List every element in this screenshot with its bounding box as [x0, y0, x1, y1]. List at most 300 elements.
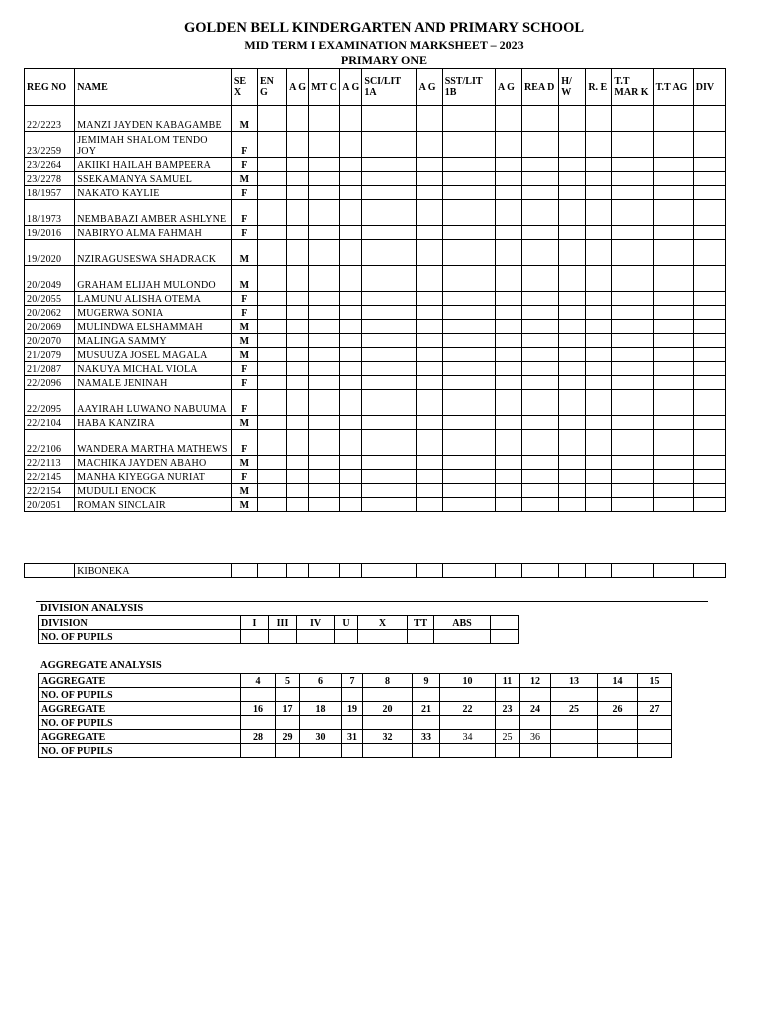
- mark-cell: [340, 292, 362, 306]
- mark-cell: [559, 172, 586, 186]
- mark-cell: [257, 498, 286, 512]
- mark-cell: [362, 416, 416, 430]
- mark-cell: [693, 292, 725, 306]
- mark-cell: [559, 106, 586, 132]
- mark-cell: [693, 334, 725, 348]
- mark-cell: [309, 334, 340, 348]
- column-header: SCI/LIT 1A: [362, 69, 416, 106]
- mark-cell: [586, 416, 612, 430]
- mark-cell: [586, 226, 612, 240]
- mark-cell: [559, 362, 586, 376]
- pupil-row: [25, 456, 726, 470]
- mark-cell: [653, 484, 693, 498]
- mark-cell: [362, 186, 416, 200]
- mark-cell: [257, 172, 286, 186]
- mark-cell: [522, 334, 559, 348]
- mark-cell: [653, 334, 693, 348]
- mark-cell: [340, 376, 362, 390]
- pupils-count-cell: [358, 630, 408, 644]
- reg-no-cell: 22/2106: [25, 430, 75, 456]
- aggregate-row: [39, 674, 672, 688]
- aggregate-cell: 27: [638, 702, 672, 716]
- mark-cell: [586, 348, 612, 362]
- aggregate-cell: 34: [440, 730, 496, 744]
- mark-cell: [416, 564, 442, 578]
- mark-cell: [362, 362, 416, 376]
- mark-cell: [442, 564, 495, 578]
- pupils-count-cell: [496, 744, 520, 758]
- pupils-count-cell: [598, 744, 638, 758]
- mark-cell: [309, 172, 340, 186]
- mark-cell: [612, 362, 653, 376]
- mark-cell: [522, 484, 559, 498]
- mark-cell: [693, 158, 725, 172]
- aggregate-cell: 30: [300, 730, 342, 744]
- mark-cell: [287, 106, 309, 132]
- mark-cell: [495, 106, 521, 132]
- mark-cell: [693, 200, 725, 226]
- mark-cell: [586, 240, 612, 266]
- mark-cell: [362, 430, 416, 456]
- mark-cell: [653, 376, 693, 390]
- column-header: A G: [416, 69, 442, 106]
- sex-cell: M: [231, 416, 257, 430]
- mark-cell: [653, 158, 693, 172]
- mark-cell: [309, 158, 340, 172]
- pupil-row: [25, 132, 726, 158]
- mark-cell: [362, 226, 416, 240]
- mark-cell: [257, 266, 286, 292]
- division-row: [39, 616, 519, 630]
- mark-cell: [442, 456, 495, 470]
- mark-cell: [559, 430, 586, 456]
- mark-cell: [559, 348, 586, 362]
- mark-cell: [340, 172, 362, 186]
- mark-cell: [309, 266, 340, 292]
- pupil-name-cell: MULINDWA ELSHAMMAH: [75, 320, 232, 334]
- pupils-count-cell: [241, 716, 276, 730]
- mark-cell: [416, 470, 442, 484]
- mark-cell: [442, 484, 495, 498]
- pupil-row: [25, 240, 726, 266]
- mark-cell: [362, 266, 416, 292]
- mark-cell: [653, 306, 693, 320]
- mark-cell: [653, 226, 693, 240]
- sex-cell: F: [231, 158, 257, 172]
- column-header: DIV: [693, 69, 725, 106]
- reg-no-cell: 18/1957: [25, 186, 75, 200]
- mark-cell: [612, 292, 653, 306]
- reg-no-cell: 22/2113: [25, 456, 75, 470]
- marksheet-table: [24, 68, 726, 512]
- mark-cell: [257, 348, 286, 362]
- aggregate-cell: 28: [241, 730, 276, 744]
- mark-cell: [495, 498, 521, 512]
- mark-cell: [586, 334, 612, 348]
- pupil-row: [25, 226, 726, 240]
- reg-no-cell: 22/2095: [25, 390, 75, 416]
- mark-cell: [495, 306, 521, 320]
- mark-cell: [309, 226, 340, 240]
- mark-cell: [586, 292, 612, 306]
- mark-cell: [522, 240, 559, 266]
- sex-cell: M: [231, 320, 257, 334]
- reg-no-cell: 23/2278: [25, 172, 75, 186]
- mark-cell: [559, 186, 586, 200]
- mark-cell: [340, 240, 362, 266]
- mark-cell: [559, 200, 586, 226]
- reg-no-cell: 20/2062: [25, 306, 75, 320]
- mark-cell: [416, 292, 442, 306]
- mark-cell: [693, 430, 725, 456]
- aggregate-cell: 25: [551, 702, 598, 716]
- mark-cell: [522, 564, 559, 578]
- mark-cell: [231, 564, 257, 578]
- mark-cell: [653, 320, 693, 334]
- mark-cell: [362, 484, 416, 498]
- mark-cell: [586, 106, 612, 132]
- mark-cell: [416, 240, 442, 266]
- mark-cell: [612, 158, 653, 172]
- reg-no-cell: 20/2055: [25, 292, 75, 306]
- pupils-count-cell: [363, 744, 413, 758]
- aggregate-cell: 23: [496, 702, 520, 716]
- aggregate-cell: 36: [520, 730, 551, 744]
- pupils-count-cell: [300, 716, 342, 730]
- pupil-row: [25, 292, 726, 306]
- mark-cell: [653, 240, 693, 266]
- division-cell: I: [241, 616, 269, 630]
- column-header: H/ W: [559, 69, 586, 106]
- reg-no-cell: 20/2051: [25, 498, 75, 512]
- reg-no-cell: 22/2154: [25, 484, 75, 498]
- pupil-name-cell: KIBONEKA: [75, 564, 232, 578]
- pupil-name-cell: NABIRYO ALMA FAHMAH: [75, 226, 232, 240]
- mark-cell: [416, 334, 442, 348]
- mark-cell: [586, 200, 612, 226]
- mark-cell: [495, 266, 521, 292]
- mark-cell: [442, 320, 495, 334]
- pupils-count-cell: [551, 688, 598, 702]
- mark-cell: [522, 376, 559, 390]
- aggregate-cell: [598, 730, 638, 744]
- pupil-row: [25, 158, 726, 172]
- mark-cell: [586, 186, 612, 200]
- sex-cell: M: [231, 240, 257, 266]
- pupils-count-cell: [496, 688, 520, 702]
- mark-cell: [287, 334, 309, 348]
- mark-cell: [442, 266, 495, 292]
- mark-cell: [287, 320, 309, 334]
- sex-cell: M: [231, 106, 257, 132]
- division-cell: [491, 616, 519, 630]
- column-header: A G: [495, 69, 521, 106]
- pupil-name-cell: JEMIMAH SHALOM TENDO JOY: [75, 132, 232, 158]
- pupil-name-cell: GRAHAM ELIJAH MULONDO: [75, 266, 232, 292]
- aggregate-cell: 18: [300, 702, 342, 716]
- mark-cell: [309, 348, 340, 362]
- mark-cell: [693, 362, 725, 376]
- pupils-count-cell: [276, 688, 300, 702]
- mark-cell: [559, 390, 586, 416]
- aggregate-cell: 24: [520, 702, 551, 716]
- pupil-name-cell: NAMALE JENINAH: [75, 376, 232, 390]
- pupil-row: [25, 334, 726, 348]
- sex-cell: F: [231, 186, 257, 200]
- aggregate-cell: 11: [496, 674, 520, 688]
- pupil-row: [25, 320, 726, 334]
- mark-cell: [416, 376, 442, 390]
- mark-cell: [442, 430, 495, 456]
- mark-cell: [586, 498, 612, 512]
- mark-cell: [287, 172, 309, 186]
- pupil-name-cell: AKIIKI HAILAH BAMPEERA: [75, 158, 232, 172]
- mark-cell: [495, 158, 521, 172]
- mark-cell: [693, 186, 725, 200]
- pupils-count-cell: [440, 744, 496, 758]
- pupil-row: [25, 348, 726, 362]
- mark-cell: [495, 430, 521, 456]
- mark-cell: [362, 292, 416, 306]
- mark-cell: [586, 172, 612, 186]
- mark-cell: [495, 240, 521, 266]
- aggregate-cell: 9: [413, 674, 440, 688]
- pupil-row: [25, 106, 726, 132]
- pupils-count-cell: [300, 744, 342, 758]
- mark-cell: [522, 390, 559, 416]
- mark-cell: [612, 390, 653, 416]
- pupil-name-cell: MUSUUZA JOSEL MAGALA: [75, 348, 232, 362]
- mark-cell: [653, 292, 693, 306]
- aggregate-cell: 25: [496, 730, 520, 744]
- mark-cell: [340, 226, 362, 240]
- mark-cell: [442, 200, 495, 226]
- mark-cell: [287, 498, 309, 512]
- mark-cell: [287, 186, 309, 200]
- mark-cell: [495, 470, 521, 484]
- mark-cell: [495, 376, 521, 390]
- mark-cell: [442, 106, 495, 132]
- mark-cell: [495, 564, 521, 578]
- mark-cell: [612, 484, 653, 498]
- mark-cell: [416, 306, 442, 320]
- mark-cell: [340, 348, 362, 362]
- pupil-row: [25, 498, 726, 512]
- mark-cell: [559, 306, 586, 320]
- mark-cell: [416, 266, 442, 292]
- mark-cell: [612, 348, 653, 362]
- pupils-count-cell: [491, 630, 519, 644]
- mark-cell: [257, 456, 286, 470]
- mark-cell: [287, 158, 309, 172]
- mark-cell: [340, 320, 362, 334]
- division-cell: ABS: [434, 616, 491, 630]
- aggregate-cell: 17: [276, 702, 300, 716]
- mark-cell: [309, 292, 340, 306]
- mark-cell: [416, 200, 442, 226]
- pupils-count-cell: [241, 744, 276, 758]
- mark-cell: [340, 200, 362, 226]
- mark-cell: [586, 470, 612, 484]
- pupil-row: [25, 484, 726, 498]
- mark-cell: [522, 200, 559, 226]
- aggregate-label: AGGREGATE: [39, 730, 241, 744]
- mark-cell: [257, 484, 286, 498]
- mark-cell: [612, 470, 653, 484]
- pupils-count-cell: [276, 716, 300, 730]
- mark-cell: [653, 106, 693, 132]
- mark-cell: [495, 348, 521, 362]
- pupils-count-cell: [342, 744, 363, 758]
- mark-cell: [495, 132, 521, 158]
- pupil-row: [25, 470, 726, 484]
- pupils-count-cell: [520, 744, 551, 758]
- mark-cell: [287, 390, 309, 416]
- mark-cell: [495, 200, 521, 226]
- aggregate-cell: 5: [276, 674, 300, 688]
- mark-cell: [612, 456, 653, 470]
- mark-cell: [693, 498, 725, 512]
- mark-cell: [362, 132, 416, 158]
- mark-cell: [416, 390, 442, 416]
- aggregate-cell: 14: [598, 674, 638, 688]
- reg-no-cell: 23/2264: [25, 158, 75, 172]
- mark-cell: [309, 132, 340, 158]
- mark-cell: [309, 240, 340, 266]
- mark-cell: [257, 240, 286, 266]
- mark-cell: [257, 186, 286, 200]
- mark-cell: [693, 266, 725, 292]
- mark-cell: [416, 362, 442, 376]
- mark-cell: [287, 484, 309, 498]
- aggregate-cell: [638, 730, 672, 744]
- pupil-row: [25, 266, 726, 292]
- mark-cell: [340, 158, 362, 172]
- mark-cell: [362, 334, 416, 348]
- mark-cell: [522, 306, 559, 320]
- mark-cell: [522, 348, 559, 362]
- pupil-name-cell: HABA KANZIRA: [75, 416, 232, 430]
- aggregate-cell: 8: [363, 674, 413, 688]
- mark-cell: [693, 470, 725, 484]
- mark-cell: [522, 430, 559, 456]
- mark-cell: [287, 430, 309, 456]
- pupils-count-cell: [520, 716, 551, 730]
- pupils-count-cell: [342, 716, 363, 730]
- mark-cell: [340, 106, 362, 132]
- mark-cell: [612, 430, 653, 456]
- mark-cell: [416, 498, 442, 512]
- mark-cell: [693, 484, 725, 498]
- sex-cell: M: [231, 498, 257, 512]
- mark-cell: [257, 416, 286, 430]
- mark-cell: [340, 484, 362, 498]
- sex-cell: F: [231, 306, 257, 320]
- reg-no-cell: 22/2096: [25, 376, 75, 390]
- mark-cell: [340, 498, 362, 512]
- sex-cell: M: [231, 484, 257, 498]
- mark-cell: [416, 132, 442, 158]
- mark-cell: [257, 430, 286, 456]
- mark-cell: [522, 498, 559, 512]
- pupil-name-cell: LAMUNU ALISHA OTEMA: [75, 292, 232, 306]
- mark-cell: [522, 158, 559, 172]
- mark-cell: [522, 266, 559, 292]
- aggregate-pupils-row: [39, 688, 672, 702]
- pupil-name-cell: NEMBABAZI AMBER ASHLYNE: [75, 200, 232, 226]
- mark-cell: [559, 456, 586, 470]
- pupil-name-cell: MUGERWA SONIA: [75, 306, 232, 320]
- pupil-row: [25, 200, 726, 226]
- mark-cell: [693, 416, 725, 430]
- mark-cell: [653, 498, 693, 512]
- column-header: REA D: [522, 69, 559, 106]
- pupils-count-cell: [551, 716, 598, 730]
- mark-cell: [257, 292, 286, 306]
- mark-cell: [586, 306, 612, 320]
- column-header: SE X: [231, 69, 257, 106]
- pupils-label: NO. OF PUPILS: [39, 744, 241, 758]
- mark-cell: [416, 430, 442, 456]
- aggregate-analysis-title: AGGREGATE ANALYSIS: [40, 660, 162, 671]
- mark-cell: [340, 456, 362, 470]
- mark-cell: [287, 292, 309, 306]
- sex-cell: M: [231, 348, 257, 362]
- mark-cell: [612, 376, 653, 390]
- mark-cell: [693, 172, 725, 186]
- aggregate-cell: 6: [300, 674, 342, 688]
- aggregate-cell: 19: [342, 702, 363, 716]
- mark-cell: [340, 266, 362, 292]
- mark-cell: [416, 186, 442, 200]
- reg-no-cell: 20/2070: [25, 334, 75, 348]
- mark-cell: [559, 498, 586, 512]
- mark-cell: [522, 456, 559, 470]
- pupils-count-cell: [496, 716, 520, 730]
- mark-cell: [442, 132, 495, 158]
- mark-cell: [522, 470, 559, 484]
- class-name: PRIMARY ONE: [340, 53, 428, 67]
- mark-cell: [612, 172, 653, 186]
- mark-cell: [495, 186, 521, 200]
- mark-cell: [257, 132, 286, 158]
- mark-cell: [442, 186, 495, 200]
- mark-cell: [559, 158, 586, 172]
- mark-cell: [340, 306, 362, 320]
- mark-cell: [612, 200, 653, 226]
- pupil-name-cell: MUDULI ENOCK: [75, 484, 232, 498]
- reg-no-cell: 20/2069: [25, 320, 75, 334]
- mark-cell: [340, 362, 362, 376]
- mark-cell: [693, 132, 725, 158]
- pupils-count-cell: [241, 630, 269, 644]
- mark-cell: [287, 362, 309, 376]
- pupils-count-cell: [413, 744, 440, 758]
- mark-cell: [612, 132, 653, 158]
- pupil-name-cell: NAKATO KAYLIE: [75, 186, 232, 200]
- pupils-count-cell: [342, 688, 363, 702]
- pupil-row: [25, 376, 726, 390]
- mark-cell: [340, 430, 362, 456]
- mark-cell: [309, 306, 340, 320]
- mark-cell: [495, 334, 521, 348]
- mark-cell: [522, 106, 559, 132]
- mark-cell: [586, 320, 612, 334]
- mark-cell: [362, 200, 416, 226]
- mark-cell: [442, 158, 495, 172]
- reg-no-cell: [25, 564, 75, 578]
- column-header: A G: [287, 69, 309, 106]
